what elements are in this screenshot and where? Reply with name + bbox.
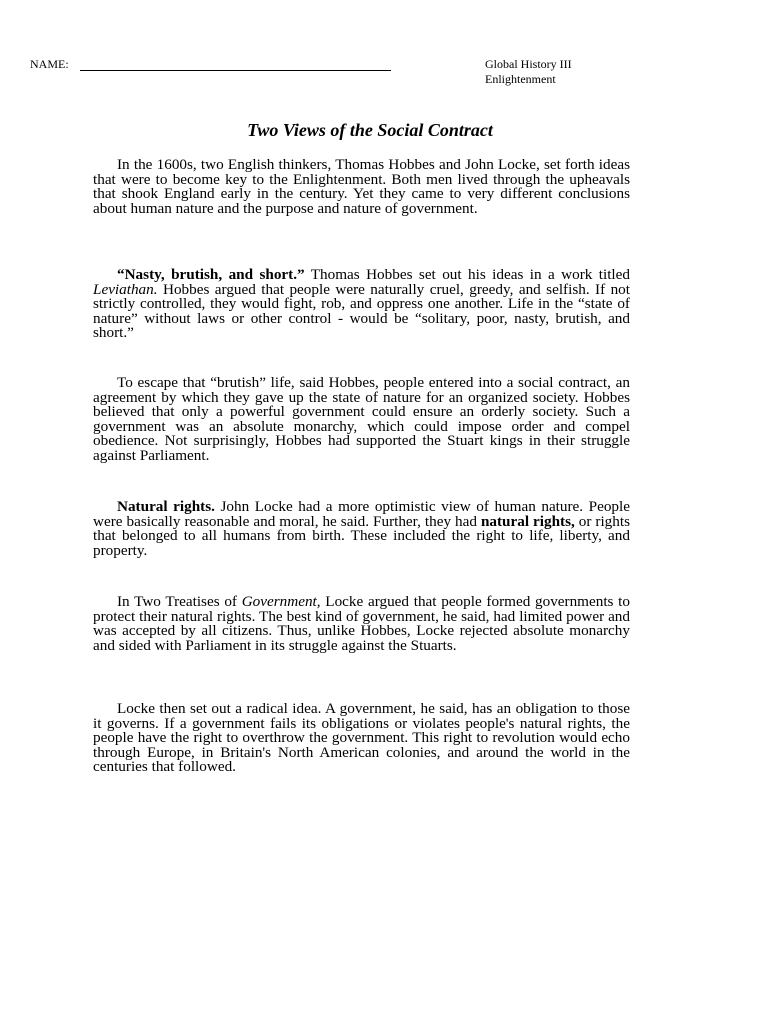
paragraph-text: Locke then set out a radical idea. A government, he said, has an obligation to those it governs. If a government fails its obligations or violates people's natural rights, the people have the right to overthrow the government. This right to revolution would echo through Europe, in Britain's North American colonies, and around the world in the centuries that followed. — [93, 700, 630, 775]
paragraph-intro-text: In the 1600s, two English thinkers, Thomas Hobbes and John Locke, set forth ideas that were to become key to the Enlightenment. Both men lived through the upheavals that shook England early in the century. Yet they came to very different conclusions about human nature and the purpose and nature of government. — [93, 156, 630, 217]
unit-name: Enlightenment — [485, 72, 556, 86]
paragraph-text: To escape that “brutish” life, said Hobbes, people entered into a social contract, an agreement by which they gave up the state of nature for an organized society. Hobbes believed that only a powerful government could ensure an orderly society. Such a government was an absolute monarchy, which could impose order and compel obedience. Not surprisingly, Hobbes had supported the Stuart kings in their struggle against Parliament. — [93, 374, 630, 464]
paragraph-lead-heading: “Nasty, brutish, and short.” — [117, 266, 305, 283]
paragraph-locke-treatises — [93, 595, 630, 653]
name-blank-line[interactable] — [80, 70, 391, 71]
paragraph-intro — [93, 158, 630, 216]
paragraph-locke-rights — [93, 500, 630, 558]
paragraph-text: Hobbes argued that people were naturally cruel, greedy, and selfish. If not strictly controlled, they would fight, rob, and oppress one another. Life in the “state of nature” without laws or other control - would be “solitary, poor, nasty, brutish, and short.” — [93, 280, 630, 341]
book-title-leviathan: Leviathan. — [93, 280, 158, 298]
paragraph-text: or rights that belonged to all humans from birth. These included the right to life, liberty, and property. — [93, 512, 631, 559]
name-label: NAME: — [30, 57, 69, 71]
paragraph-hobbes-nasty — [93, 268, 630, 341]
paragraph-locke-revolution — [93, 702, 630, 775]
term-natural-rights: natural rights, — [480, 512, 575, 530]
paragraph-text: In Two Treatises of — [117, 593, 242, 610]
page-title: Two Views of the Social Contract — [247, 120, 493, 140]
course-name: Global History III — [485, 57, 572, 71]
paragraph-text: Thomas Hobbes set out his ideas in a work titled — [304, 266, 630, 283]
course-info — [485, 57, 572, 87]
paragraph-text: John Locke had a more optimistic view of human nature. People were basically reasonable and moral, he said. Further, they had — [93, 498, 630, 530]
paragraph-text: Locke argued that people formed governments to protect their natural rights. The best kind of government, he said, had limited power and was accepted by all citizens. Thus, unlike Hobbes, Locke rejected absolute monarchy and sided with Parliament in its struggle against the Stuarts. — [93, 593, 630, 654]
paragraph-hobbes-contract — [93, 376, 630, 463]
paragraph-lead-heading: Natural rights. — [117, 498, 215, 515]
book-title-government: Government, — [241, 593, 321, 610]
